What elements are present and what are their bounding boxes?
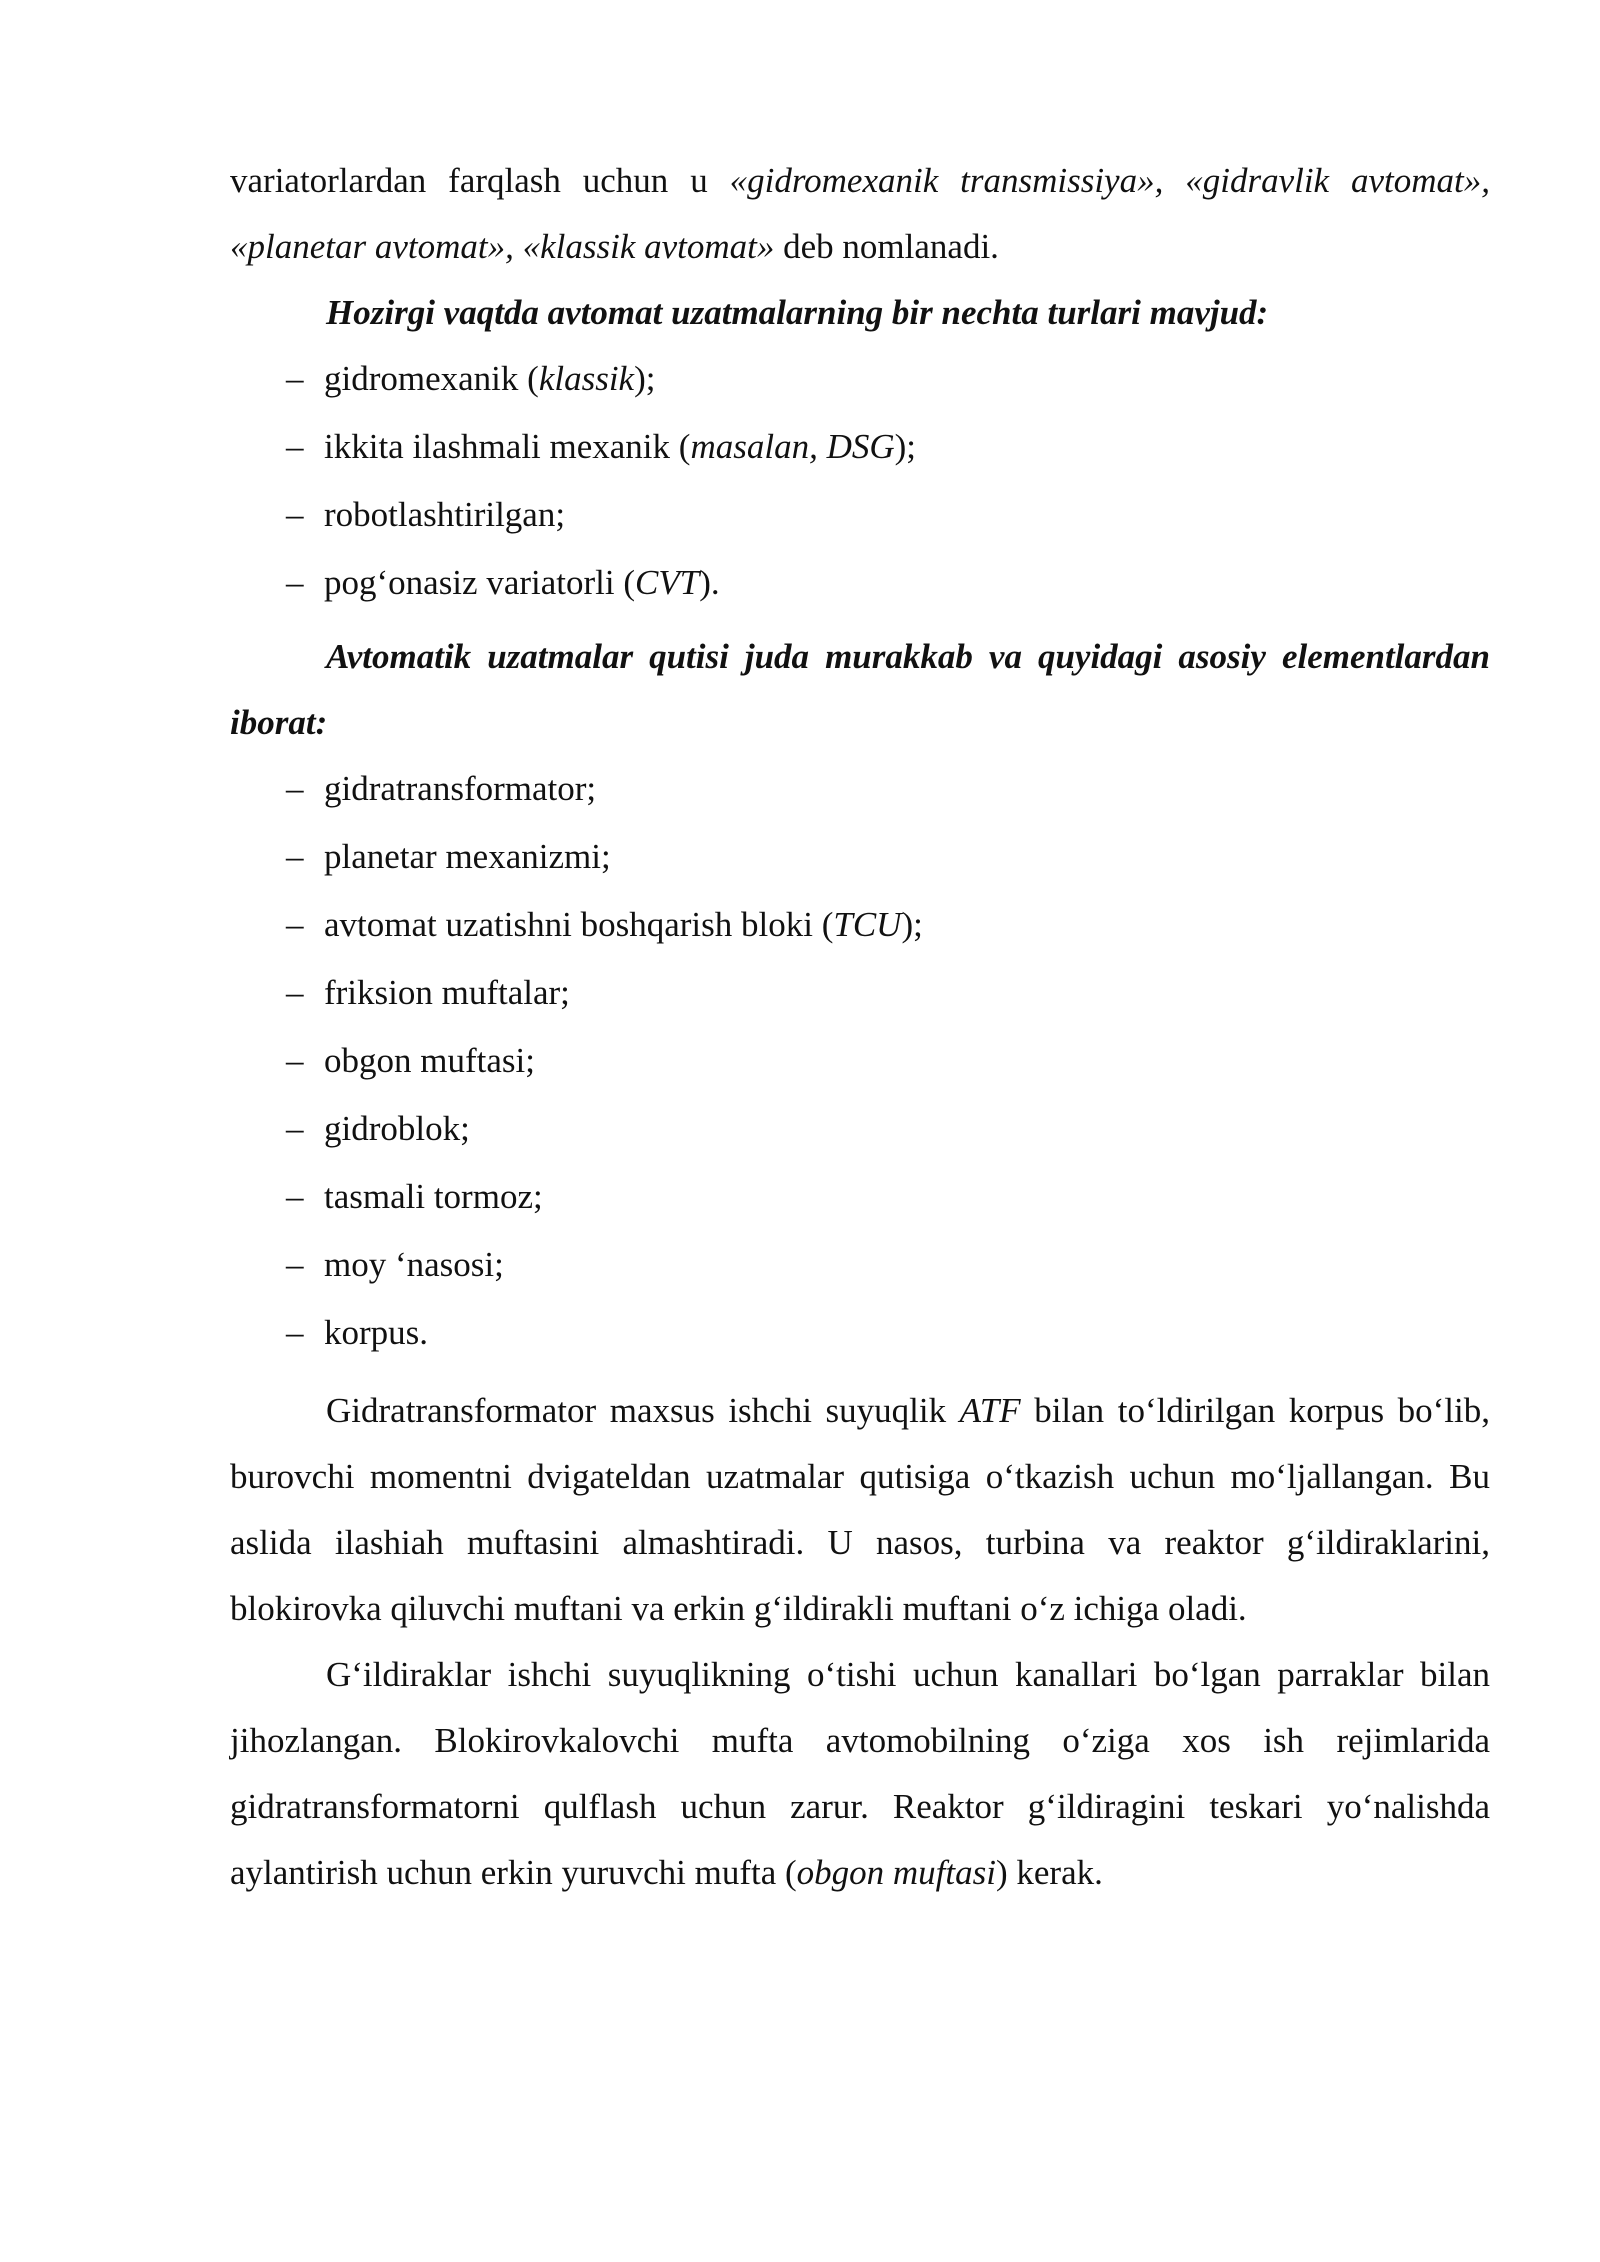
dash-bullet: – (286, 427, 304, 466)
list-item: – planetar mexanizmi; (230, 824, 1490, 892)
list-item: – gidromexanik (klassik); (230, 346, 1490, 414)
dash-bullet: – (286, 359, 304, 398)
gidratransformator-paragraph: Gidratransformator maxsus ishchi suyuqlik ATF bilan to‘ldirilgan korpus bo‘lib, burovchi momentni dvigateldan uzatmalar qutisiga o‘tkazish uchun mo‘ljallangan. Bu aslida ilashiah muftasini almashtiradi. U nasos, turbina va reaktor g‘ildiraklarini, blokirovka qiluvchi muftani va erkin g‘ildirakli muftani o‘z ichiga oladi. (230, 1391, 1490, 1628)
dash-bullet: – (286, 495, 304, 534)
list-item: – gidroblok; (230, 1096, 1490, 1164)
dash-bullet: – (286, 1313, 304, 1352)
dash-bullet: – (286, 973, 304, 1012)
elements-heading: Avtomatik uzatmalar qutisi juda murakkab va quyidagi asosiy elementlardan iborat: (230, 637, 1490, 742)
list-item: – avtomat uzatishni boshqarish bloki (TCU); (230, 892, 1490, 960)
elements-list (230, 756, 1490, 1368)
list-item: – pog‘onasiz variatorli (CVT). (230, 550, 1490, 618)
dash-bullet: – (286, 563, 304, 602)
dash-bullet: – (286, 905, 304, 944)
list-item: – moy ‘nasosi; (230, 1232, 1490, 1300)
intro-paragraph (230, 148, 1490, 280)
list-item: – tasmali tormoz; (230, 1164, 1490, 1232)
document-page (230, 148, 1490, 1906)
types-list (230, 346, 1490, 618)
list-item: – gidratransformator; (230, 756, 1490, 824)
dash-bullet: – (286, 1041, 304, 1080)
obgon-muftasi-term: obgon muftasi (796, 1853, 996, 1892)
gildiraklar-paragraph: G‘ildiraklar ishchi suyuqlikning o‘tishi uchun kanallari bo‘lgan parraklar bilan jihozlangan. Blokirovkalovchi mufta avtomobilning o‘ziga xos ish rejimlarida gidratransformatorni qulflash uchun zarur. Reaktor g‘ildiragini teskari yo‘nalishda aylantirish uchun erkin yuruvchi mufta (obgon muftasi) kerak. (230, 1655, 1490, 1892)
intro-italic-terms: «gidromexanik transmissiya», «gidravlik avtomat», «planetar avtomat», «klassik avtomat» (230, 161, 1490, 266)
dash-bullet: – (286, 837, 304, 876)
intro-text-start: variatorlardan farqlash uchun u (230, 161, 730, 200)
intro-text-end: deb nomlanadi. (774, 227, 999, 266)
list-item: – ikkita ilashmali mexanik (masalan, DSG); (230, 414, 1490, 482)
list-item: – korpus. (230, 1300, 1490, 1368)
dash-bullet: – (286, 1177, 304, 1216)
list-item: – robotlashtirilgan; (230, 482, 1490, 550)
dash-bullet: – (286, 1245, 304, 1284)
list-item: – obgon muftasi; (230, 1028, 1490, 1096)
list-item: – friksion muftalar; (230, 960, 1490, 1028)
atf-term: ATF (959, 1391, 1021, 1430)
dash-bullet: – (286, 1109, 304, 1148)
dash-bullet: – (286, 769, 304, 808)
types-heading: Hozirgi vaqtda avtomat uzatmalarning bir nechta turlari mavjud: (326, 293, 1269, 332)
